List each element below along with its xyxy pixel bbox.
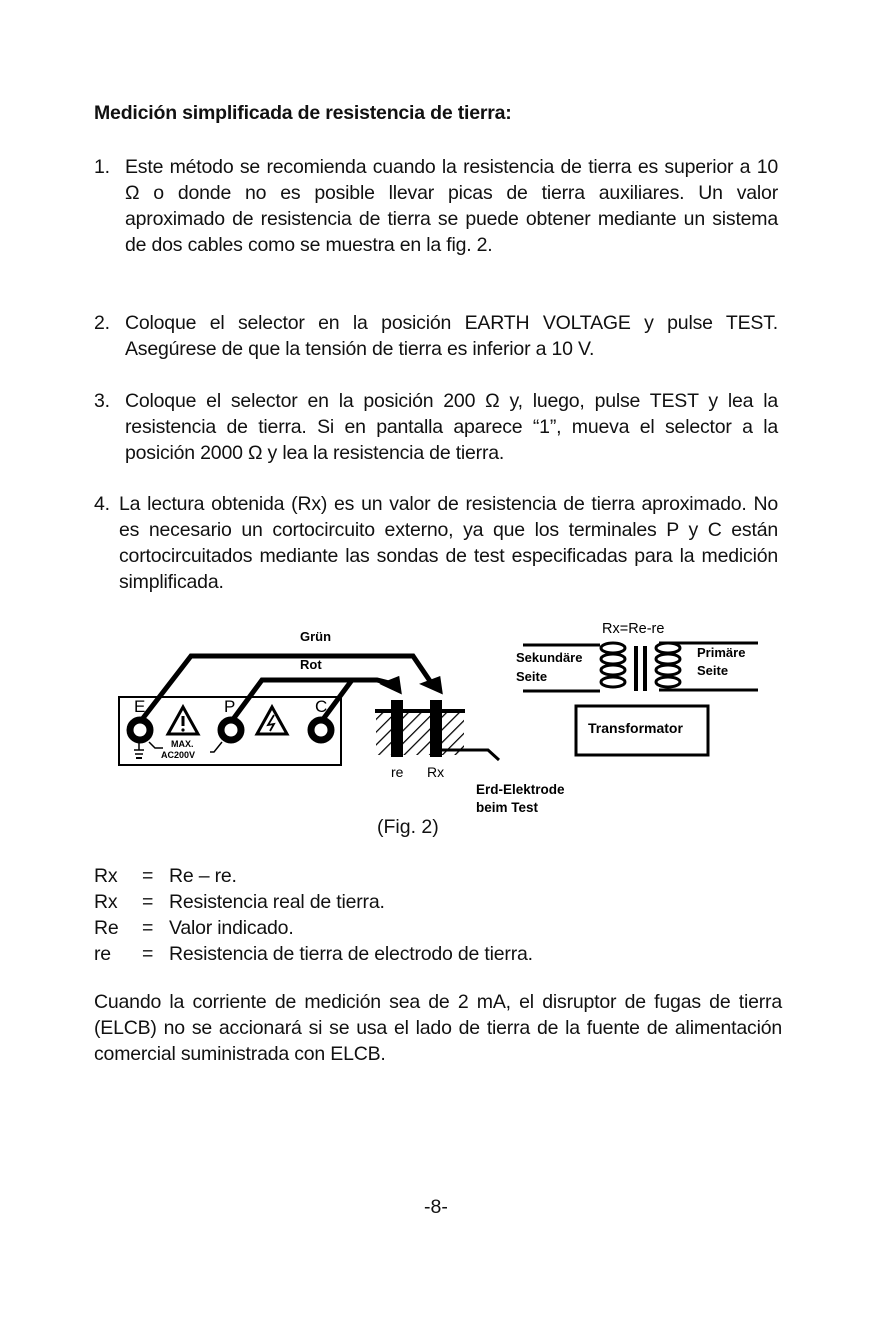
green-wire-arrow (423, 678, 441, 692)
red-wire (231, 680, 393, 722)
primary-side-line1: Primäre (697, 645, 746, 660)
definition-equals: = (142, 891, 154, 913)
definition-symbol: Re (94, 917, 119, 939)
step-text: Coloque el selector en la posición EARTH VOLTAGE y pulse TEST. Asegúrese de que la tensión de tierra es inferior a 10 V. (125, 312, 778, 360)
definition-equals: = (142, 943, 154, 965)
ac-voltage-label: AC200V (161, 750, 196, 760)
ground-icon (134, 741, 144, 758)
elcb-note: Cuando la corriente de medición sea de 2 mA, el disruptor de fugas de tierra (ELCB) no se accionará si se usa el lado de tierra de la fuente de alimentación comercial suministrada con ELCB. (94, 991, 782, 1065)
test-electrode-label-line2: beim Test (476, 800, 539, 815)
step-2 (94, 310, 778, 362)
red-wire-label: Rot (300, 657, 322, 672)
definition-symbol: re (94, 943, 111, 965)
terminal-c-label: C (315, 697, 328, 716)
step-number: 4. (94, 493, 110, 515)
step-text: Este método se recomienda cuando la resistencia de tierra es superior a 10 Ω o donde no es posible llevar picas de tierra auxiliares. Un valor aproximado de resistencia de tierra se puede obtener mediante un sistema de dos cables como se muestra en la fig. 2. (125, 156, 778, 256)
transformer-core-right (643, 646, 647, 691)
terminal-p-jack (221, 720, 241, 740)
step-1 (94, 154, 778, 258)
definition-description: Valor indicado. (169, 917, 294, 939)
terminal-e-jack (130, 720, 150, 740)
terminal-p-label: P (224, 697, 236, 716)
definition-symbol: Rx (94, 865, 118, 887)
definition-description: Resistencia de tierra de electrodo de tierra. (169, 943, 533, 965)
step-number: 3. (94, 390, 110, 412)
electrode-rx (430, 700, 442, 757)
electrode-rx-label: Rx (427, 764, 445, 780)
primary-coil (656, 643, 680, 687)
secondary-side-line2: Seite (516, 669, 548, 684)
definition-symbol: Rx (94, 891, 118, 913)
definition-description: Re – re. (169, 865, 237, 887)
max-label: MAX. (171, 739, 194, 749)
primary-side-line2: Seite (697, 663, 729, 678)
figure-caption: (Fig. 2) (377, 816, 439, 838)
high-voltage-icon (257, 707, 287, 734)
transformer-core-left (634, 646, 638, 691)
step-text: La lectura obtenida (Rx) es un valor de resistencia de tierra aproximado. No es necesario un cortocircuito externo, ya que los terminales P y C están cortocircuitados mediante las sondas de test especificadas para la medición simplificada. (119, 493, 778, 593)
page-number: -8- (424, 1196, 448, 1218)
definition-equals: = (142, 865, 154, 887)
step-number: 2. (94, 312, 110, 334)
formula-label: Rx=Re-re (602, 621, 665, 637)
secondary-side-line1: Sekundäre (516, 650, 583, 665)
electrode-re-label: re (391, 764, 404, 780)
definition-equals: = (142, 917, 154, 939)
secondary-coil (601, 643, 625, 687)
terminal-c-jack (311, 720, 331, 740)
green-wire-label: Grün (300, 629, 332, 644)
warning-icon (168, 707, 198, 734)
electrode-re (391, 700, 403, 757)
terminal-e-label: E (134, 697, 146, 716)
step-number: 1. (94, 156, 110, 178)
transformer-label: Transformator (588, 720, 683, 736)
figure-2-diagram (110, 612, 770, 827)
section-heading: Medición simplificada de resistencia de tierra: (94, 102, 512, 124)
definition-description: Resistencia real de tierra. (169, 891, 385, 913)
step-3 (94, 388, 778, 466)
step-text: Coloque el selector en la posición 200 Ω y, luego, pulse TEST y lea la resistencia de tierra. Si en pantalla aparece “1”, mueva el selector a la posición 2000 Ω y lea la resistencia de tierra. (125, 390, 778, 464)
test-electrode-label-line1: Erd-Elektrode (476, 782, 565, 797)
step-4 (94, 491, 778, 595)
